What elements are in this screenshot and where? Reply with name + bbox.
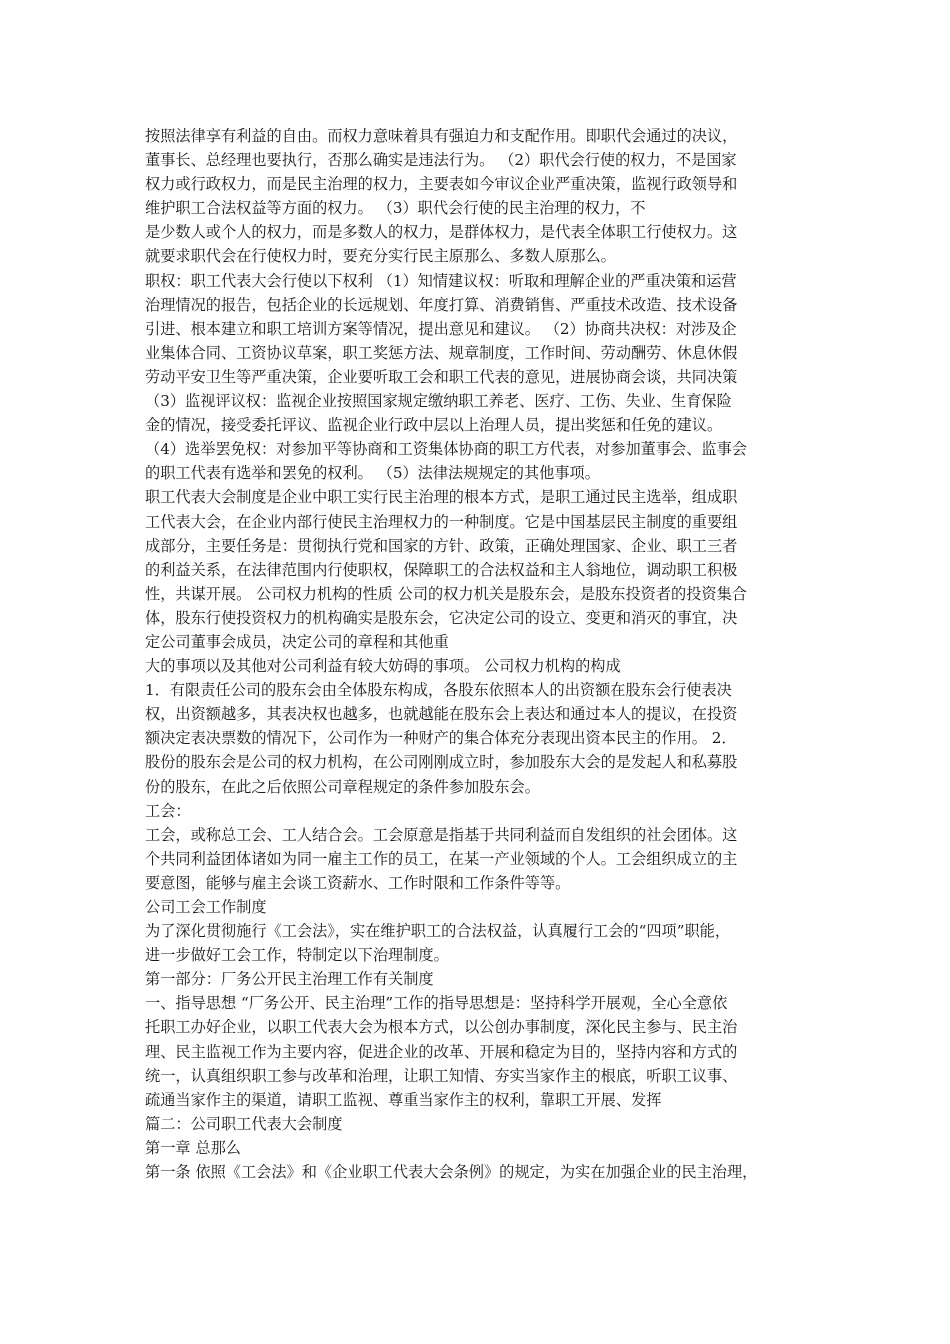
text-line: 公司工会工作制度 xyxy=(145,898,267,916)
text-line: 是少数人或个人的权力，而是多数人的权力，是群体权力，是代表全体职工行使权力。这 xyxy=(145,223,738,242)
text-line: 维护职工合法权益等方面的权力。 （3）职代会行使的民主治理的权力，不 xyxy=(145,199,646,218)
text-line: （3）监视评议权：监视企业按照国家规定缴纳职工养老、医疗、工伤、失业、生育保险 xyxy=(145,392,732,411)
text-line: 定公司董事会成员，决定公司的章程和其他重 xyxy=(145,632,449,651)
text-line: 篇二：公司职工代表大会制度 xyxy=(145,1114,343,1133)
text-line: 职工代表大会制度是企业中职工实行民主治理的根本方式，是职工通过民主选举，组成职 xyxy=(145,488,738,507)
text-line: 按照法律享有利益的自由。而权力意味着具有强迫力和支配作用。即职代会通过的决议， xyxy=(145,127,738,145)
text-line: 权力或行政权力，而是民主治理的权力，主要表如今审议企业严重决策，监视行政领导和 xyxy=(145,175,738,194)
text-line: 治理情况的报告，包括企业的长远规划、年度打算、消费销售、严重技术改造、技术设备 xyxy=(145,295,738,314)
text-line: 劳动平安卫生等严重决策，企业要听取工会和职工代表的意见，进展协商会谈，共同决策 xyxy=(145,367,738,386)
text-line: 统一，认真组织职工参与改革和治理，让职工知情、夯实当家作主的根底，听职工议事、 xyxy=(145,1066,738,1085)
text-line: 体，股东行使投资权力的机构确实是股东会，它决定公司的设立、变更和消灭的事宜，决 xyxy=(145,608,738,627)
text-line: 为了深化贯彻施行《工会法》，实在维护职工的合法权益，认真履行工会的“四项”职能， xyxy=(145,922,731,941)
text-line: 个共同利益团体诸如为同一雇主工作的员工，在某一产业领域的个人。工会组织成立的主 xyxy=(145,849,738,868)
text-line: 大的事项以及其他对公司利益有较大妨碍的事项。 公司权力机构的构成 xyxy=(145,657,621,676)
text-line: 权，出资额越多，其表决权也越多，也就越能在股东会上表达和通过本人的提议，在投资 xyxy=(145,705,738,724)
text-line: 额决定表决票数的情况下，公司作为一种财产的集合体充分表现出资本民主的作用。 2． xyxy=(145,729,737,748)
text-line: 第一条 依照《工会法》和《企业职工代表大会条例》的规定，为实在加强企业的民主治理， xyxy=(145,1163,758,1182)
text-line: 工代表大会，在企业内部行使民主治理权力的一种制度。它是中国基层民主制度的重要组 xyxy=(145,512,738,531)
text-line: 工会： xyxy=(145,801,191,820)
text-line: 疏通当家作主的渠道，请职工监视、尊重当家作主的权利，靠职工开展、发挥 xyxy=(145,1090,662,1109)
text-line: 工会，或称总工会、工人结合会。工会原意是指基于共同利益而自发组织的社会团体。这 xyxy=(145,825,738,844)
text-line: （4）选举罢免权：对参加平等协商和工资集体协商的职工方代表，对参加董事会、监事会 xyxy=(145,440,747,459)
text-line: 托职工办好企业，以职工代表大会为根本方式，以公创办事制度，深化民主参与、民主治 xyxy=(145,1018,738,1037)
text-line: 一、指导思想 “厂务公开、民主治理”工作的指导思想是：坚持科学开展观，全心全意依 xyxy=(145,994,728,1013)
text-line: 成部分，主要任务是：贯彻执行党和国家的方针、政策，正确处理国家、企业、职工三者 xyxy=(145,536,738,555)
text-line: 业集体合同、工资协议草案，职工奖惩方法、规章制度，工作时间、劳动酬劳、休息休假 xyxy=(145,343,738,362)
text-line: 董事长、总经理也要执行，否那么确实是违法行为。 （2）职代会行使的权力，不是国家 xyxy=(145,151,737,170)
text-line: 性，共谋开展。 公司权力机构的性质 公司的权力机关是股东会，是股东投资者的投资集合 xyxy=(145,584,747,603)
text-line: 的职工代表有选举和罢免的权利。 （5）法律法规规定的其他事项。 xyxy=(145,464,600,483)
document-body xyxy=(145,124,821,1184)
text-line: 理、民主监视工作为主要内容，促进企业的改革、开展和稳定为目的，坚持内容和方式的 xyxy=(145,1042,738,1061)
text-line: 要意图，能够与雇主会谈工资薪水、工作时限和工作条件等等。 xyxy=(145,873,571,892)
text-line: 引进、根本建立和职工培训方案等情况，提出意见和建议。 （2）协商共决权：对涉及企 xyxy=(145,319,737,338)
text-line: 1．有限责任公司的股东会由全体股东构成，各股东依照本人的出资额在股东会行使表决 xyxy=(145,681,732,700)
text-line: 金的情况，接受委托评议、监视企业行政中层以上治理人员，提出奖惩和任免的建议。 xyxy=(145,416,723,435)
text-line: 股份的股东会是公司的权力机构，在公司刚刚成立时，参加股东大会的是发起人和私募股 xyxy=(145,753,738,772)
text-line: 份的股东，在此之后依照公司章程规定的条件参加股东会。 xyxy=(145,777,540,796)
text-line: 的利益关系，在法律范围内行使职权，保障职工的合法权益和主人翁地位，调动职工积极 xyxy=(145,560,738,579)
text-line: 进一步做好工会工作，特制定以下治理制度。 xyxy=(145,946,449,965)
text-line: 职权：职工代表大会行使以下权利 （1）知情建议权：听取和理解企业的严重决策和运营 xyxy=(145,271,737,290)
text-line: 就要求职代会在行使权力时，要充分实行民主原那么、多数人原那么。 xyxy=(145,247,616,266)
text-line: 第一部分：厂务公开民主治理工作有关制度 xyxy=(145,970,434,989)
text-line: 第一章 总那么 xyxy=(145,1138,241,1157)
